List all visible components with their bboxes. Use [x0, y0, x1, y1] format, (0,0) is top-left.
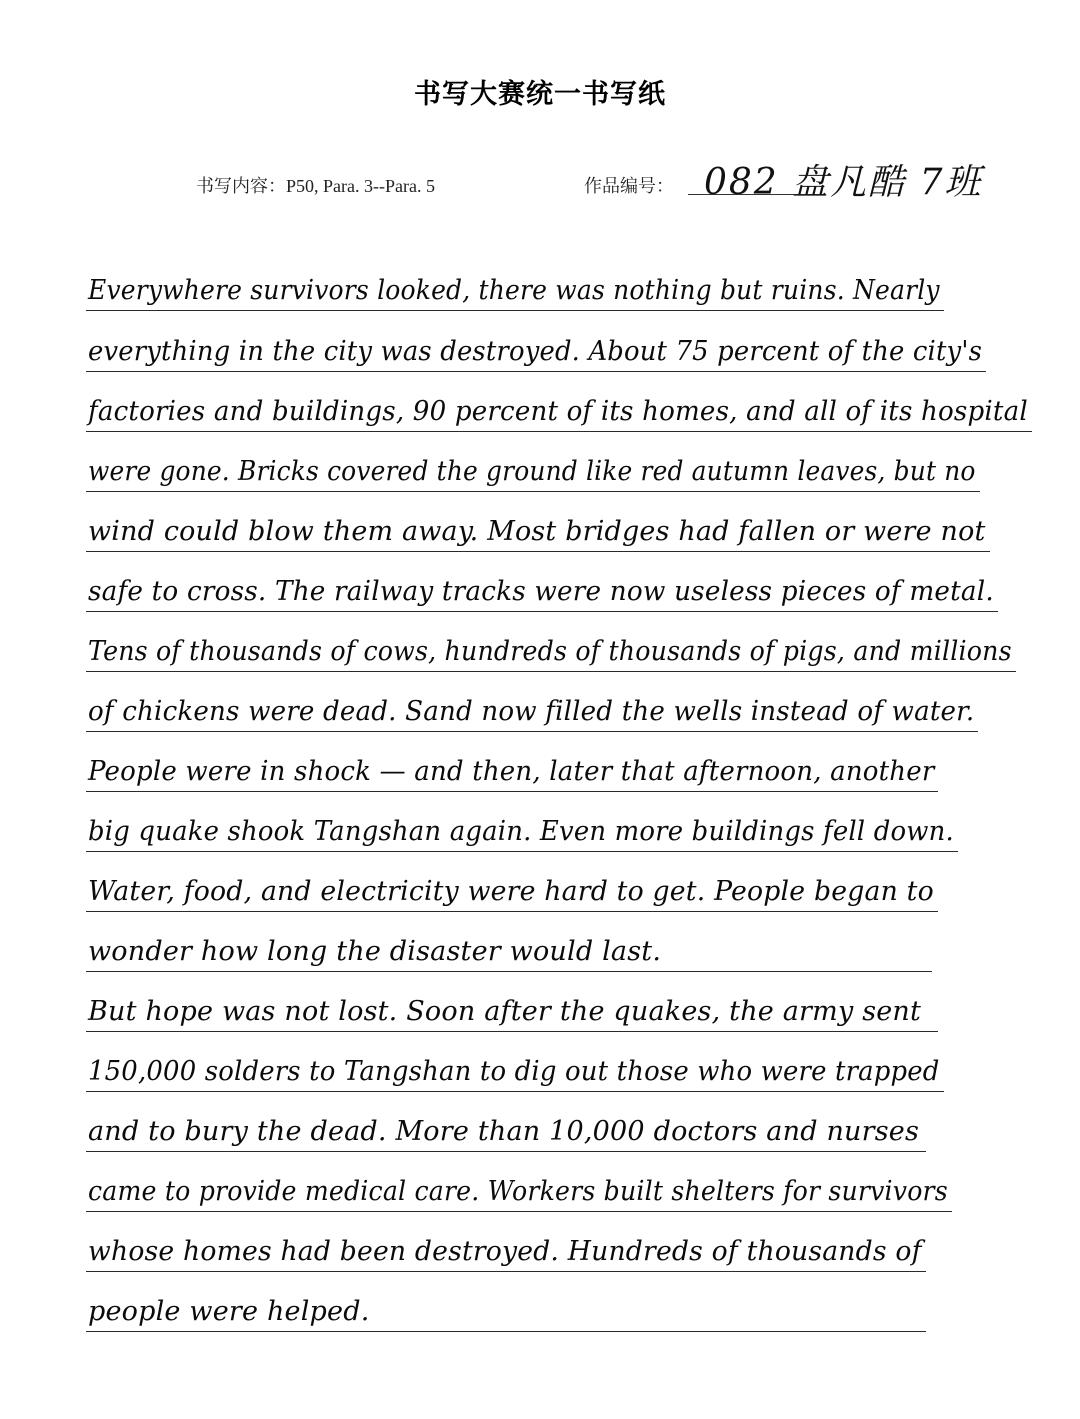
- handwritten-text: factories and buildings, 90 percent of its homes, and all of its hospital: [88, 396, 1028, 427]
- handwritten-text: Water, food, and electricity were hard to get. People began to: [88, 876, 934, 907]
- text-line: [86, 1271, 926, 1332]
- content-label: 书写内容：: [196, 176, 286, 197]
- number-value: 082 盘凡酷 7班: [704, 162, 983, 203]
- handwritten-text: were gone. Bricks covered the ground like red autumn leaves, but no: [88, 456, 976, 487]
- number-label: 作品编号：: [584, 176, 674, 197]
- text-line: [86, 791, 958, 852]
- text-line: [86, 611, 1016, 672]
- text-line: [86, 431, 980, 492]
- text-line: [86, 1151, 952, 1212]
- handwritten-text: and to bury the dead. More than 10,000 doctors and nurses: [88, 1116, 920, 1147]
- text-line: [86, 671, 978, 732]
- handwritten-text: people were helped.: [88, 1296, 370, 1327]
- text-line: [86, 311, 986, 372]
- handwritten-text: wind could blow them away. Most bridges had fallen or were not: [88, 516, 986, 547]
- handwritten-text: People were in shock — and then, later that afternoon, another: [88, 756, 935, 787]
- handwritten-text: But hope was not lost. Soon after the quakes, the army sent: [88, 996, 922, 1027]
- handwritten-text: Tens of thousands of cows, hundreds of thousands of pigs, and millions: [88, 636, 1012, 667]
- handwritten-text: wonder how long the disaster would last.: [88, 936, 662, 967]
- handwritten-text: of chickens were dead. Sand now filled the wells instead of water.: [88, 696, 975, 727]
- handwritten-text: 150,000 solders to Tangshan to dig out those who were trapped: [88, 1056, 940, 1087]
- text-line: [86, 1091, 926, 1152]
- text-line: [86, 851, 938, 912]
- handwritten-text: whose homes had been destroyed. Hundreds of thousands of: [88, 1236, 922, 1267]
- handwritten-text: came to provide medical care. Workers built shelters for survivors: [88, 1176, 948, 1207]
- handwritten-text: safe to cross. The railway tracks were now useless pieces of metal.: [88, 576, 994, 607]
- text-line: [86, 731, 938, 792]
- handwritten-text: big quake shook Tangshan again. Even more buildings fell down.: [88, 816, 954, 847]
- page-title: 书写大赛统一书写纸: [414, 79, 666, 110]
- text-line: [86, 371, 1032, 432]
- text-line: [86, 911, 932, 972]
- handwritten-text: everything in the city was destroyed. About 75 percent of the city's: [88, 336, 983, 367]
- text-line: [86, 1211, 926, 1272]
- content-value: P50, Para. 3--Para. 5: [286, 176, 435, 196]
- text-line: [86, 491, 990, 552]
- text-line: [86, 250, 944, 311]
- text-line: [86, 971, 938, 1032]
- text-line: [86, 1031, 944, 1092]
- text-line: [86, 551, 998, 612]
- handwritten-text: Everywhere survivors looked, there was nothing but ruins. Nearly: [88, 275, 940, 306]
